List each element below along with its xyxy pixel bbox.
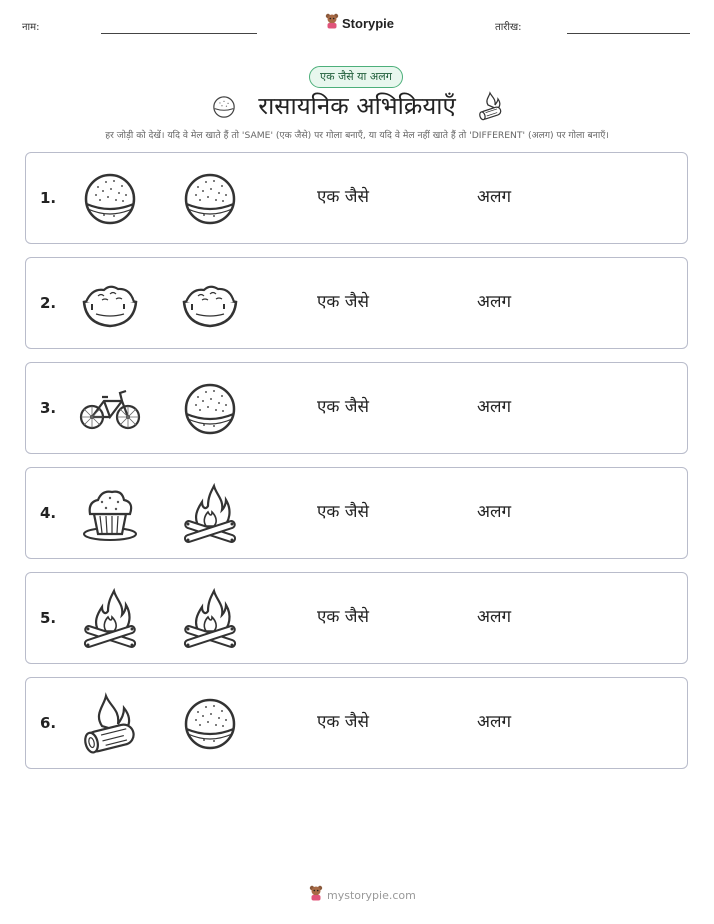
footer-url: mystorypie.com — [327, 888, 416, 902]
bicycle-icon — [78, 377, 142, 441]
name-label: नाम: — [22, 22, 40, 33]
bath-bomb-icon — [178, 692, 242, 756]
same-option[interactable]: एक जैसे — [317, 397, 369, 417]
date-label: तारीख: — [495, 22, 522, 33]
bear-icon — [325, 13, 339, 33]
bath-bomb-icon — [78, 167, 142, 231]
same-option[interactable]: एक जैसे — [317, 187, 369, 207]
worksheet-row — [25, 467, 688, 559]
row-number: 6. — [40, 714, 57, 732]
different-option[interactable]: अलग — [477, 187, 512, 207]
worksheet-row — [25, 362, 688, 454]
brand-name: Storypie — [342, 15, 395, 31]
campfire-icon — [178, 587, 242, 651]
name-line[interactable] — [101, 33, 257, 34]
row-number: 2. — [40, 294, 57, 312]
worksheet-row — [25, 257, 688, 349]
dough-bowl-icon — [178, 272, 242, 336]
row-number: 4. — [40, 504, 57, 522]
same-option[interactable]: एक जैसे — [317, 712, 369, 732]
different-option[interactable]: अलग — [477, 292, 512, 312]
campfire-icon — [178, 482, 242, 546]
worksheet-type-badge: एक जैसे या अलग — [309, 66, 403, 88]
different-option[interactable]: अलग — [477, 502, 512, 522]
same-option[interactable]: एक जैसे — [317, 292, 369, 312]
bath-bomb-icon — [178, 167, 242, 231]
different-option[interactable]: अलग — [477, 712, 512, 732]
footer — [309, 885, 416, 905]
row-number: 3. — [40, 399, 57, 417]
brand-logo — [325, 13, 394, 33]
bath-bomb-icon — [178, 377, 242, 441]
dough-bowl-icon — [78, 272, 142, 336]
muffin-icon — [78, 482, 142, 546]
burning-log-icon — [475, 90, 507, 126]
row-number: 5. — [40, 609, 57, 627]
bear-icon — [309, 885, 323, 905]
worksheet-row — [25, 572, 688, 664]
same-option[interactable]: एक जैसे — [317, 607, 369, 627]
campfire-icon — [78, 587, 142, 651]
different-option[interactable]: अलग — [477, 607, 512, 627]
page-title: रासायनिक अभिक्रियाएँ — [258, 92, 456, 120]
row-number: 1. — [40, 189, 57, 207]
instructions: हर जोड़ी को देखें। यदि वे मेल खाते हैं तो 'SAME' (एक जैसे) पर गोला बनाएँ, या यदि वे मेल नहीं खाते हैं तो 'DIFFERENT' (अलग) पर गोला बनाएँ। — [105, 130, 609, 141]
worksheet-row — [25, 677, 688, 769]
burning-log-icon — [78, 692, 142, 756]
worksheet-row — [25, 152, 688, 244]
same-option[interactable]: एक जैसे — [317, 502, 369, 522]
date-line[interactable] — [567, 33, 690, 34]
different-option[interactable]: अलग — [477, 397, 512, 417]
